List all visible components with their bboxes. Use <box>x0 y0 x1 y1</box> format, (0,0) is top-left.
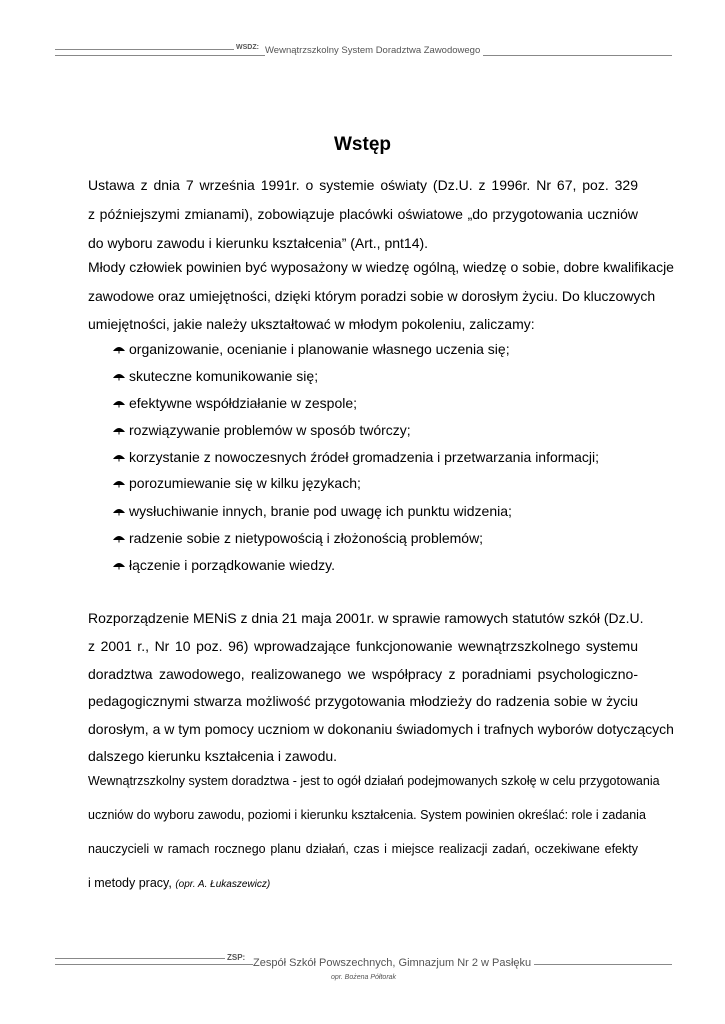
page-footer <box>55 952 672 992</box>
bullet-item: porozumiewanie się w kilku językach; <box>112 474 361 492</box>
bullet-item: łączenie i porządkowanie wiedzy. <box>112 556 335 574</box>
para1-line-3: do wyboru zawodu i kierunku kształcenia” (Art., pnt14). <box>88 235 429 251</box>
para2-line-2: zawodowe oraz umiejętności, dzięki którym poradzi sobie w dorosłym życiu. Do kluczowych <box>88 288 656 304</box>
para3-line-2: z 2001 r., Nr 10 poz. 96) wprowadzające funkcjonowanie wewnątrzszkolnego systemu <box>88 638 638 654</box>
footer-abbr: ZSP: <box>227 953 246 962</box>
para4-line-2: uczniów do wyboru zawodu, poziomi i kierunku kształcenia. System powinien określać: role i zadania <box>88 808 646 822</box>
umbrella-icon <box>112 479 126 488</box>
bullet-item: korzystanie z nowoczesnych źródeł gromadzenia i przetwarzania informacji; <box>112 448 599 466</box>
umbrella-icon <box>112 453 126 462</box>
umbrella-icon <box>112 345 126 354</box>
footer-author: opr. Bożena Półtorak <box>330 974 397 981</box>
header-abbr: WSDZ: <box>236 44 259 51</box>
para4-line-4: i metody pracy, (opr. A. Łukaszewicz) <box>88 876 271 890</box>
para2-line-1: Młody człowiek powinien być wyposażony w wiedzę ogólną, wiedzę o sobie, dobre kwalifikacje <box>88 259 674 275</box>
para3-line-6: dalszego kierunku kształcenia i zawodu. <box>88 748 338 764</box>
bullet-item: skuteczne komunikowanie się; <box>112 367 318 385</box>
umbrella-icon <box>112 426 126 435</box>
page-header <box>55 41 672 61</box>
para4-line-1: Wewnątrzszkolny system doradztwa - jest to ogół działań podejmowanych szkołę w celu przygotowania <box>88 774 660 788</box>
para3-line-3: doradztwa zawodowego, realizowanego we współpracy z poradniami psychologiczno- <box>88 666 638 682</box>
bullet-item: rozwiązywanie problemów w sposób twórczy; <box>112 421 411 439</box>
para3-line-4: pedagogicznymi stwarza możliwość przygotowania młodzieży do radzenia sobie w życiu <box>88 693 638 709</box>
bullet-item: organizowanie, ocenianie i planowanie własnego uczenia się; <box>112 340 510 358</box>
bullet-item: radzenie sobie z nietypowością i złożonością problemów; <box>112 529 483 547</box>
umbrella-icon <box>112 399 126 408</box>
umbrella-icon <box>112 561 126 570</box>
para3-line-1: Rozporządzenie MENiS z dnia 21 maja 2001r. w sprawie ramowych statutów szkół (Dz.U. <box>88 610 644 626</box>
para4-line-3: nauczycieli w ramach rocznego planu działań, czas i miejsce realizacji zadań, oczekiwane efekty <box>88 842 638 856</box>
header-title: Wewnątrzszkolny System Doradztwa Zawodowego <box>265 45 483 56</box>
umbrella-icon <box>112 534 126 543</box>
bullet-item: efektywne współdziałanie w zespole; <box>112 394 357 412</box>
footer-rule-upper <box>55 958 225 959</box>
citation: (opr. A. Łukaszewicz) <box>175 879 271 890</box>
para1-line-1: Ustawa z dnia 7 września 1991r. o systemie oświaty (Dz.U. z 1996r. Nr 67, poz. 329 <box>88 177 638 193</box>
umbrella-icon <box>112 507 126 516</box>
header-rule-upper <box>55 49 234 50</box>
para2-line-3: umiejętności, jakie należy ukształtować w młodym pokoleniu, zaliczamy: <box>88 316 535 332</box>
footer-school: Zespół Szkół Powszechnych, Gimnazjum Nr 2 w Pasłęku <box>253 957 534 969</box>
para1-line-2: z późniejszymi zmianami), zobowiązuje placówki oświatowe „do przygotowania uczniów <box>88 206 638 222</box>
bullet-item: wysłuchiwanie innych, branie pod uwagę ich punktu widzenia; <box>112 502 512 520</box>
page-title: Wstęp <box>334 134 391 155</box>
para3-line-5: dorosłym, a w tym pomocy uczniom w dokonaniu świadomych i trafnych wyborów dotyczących <box>88 721 674 737</box>
umbrella-icon <box>112 372 126 381</box>
